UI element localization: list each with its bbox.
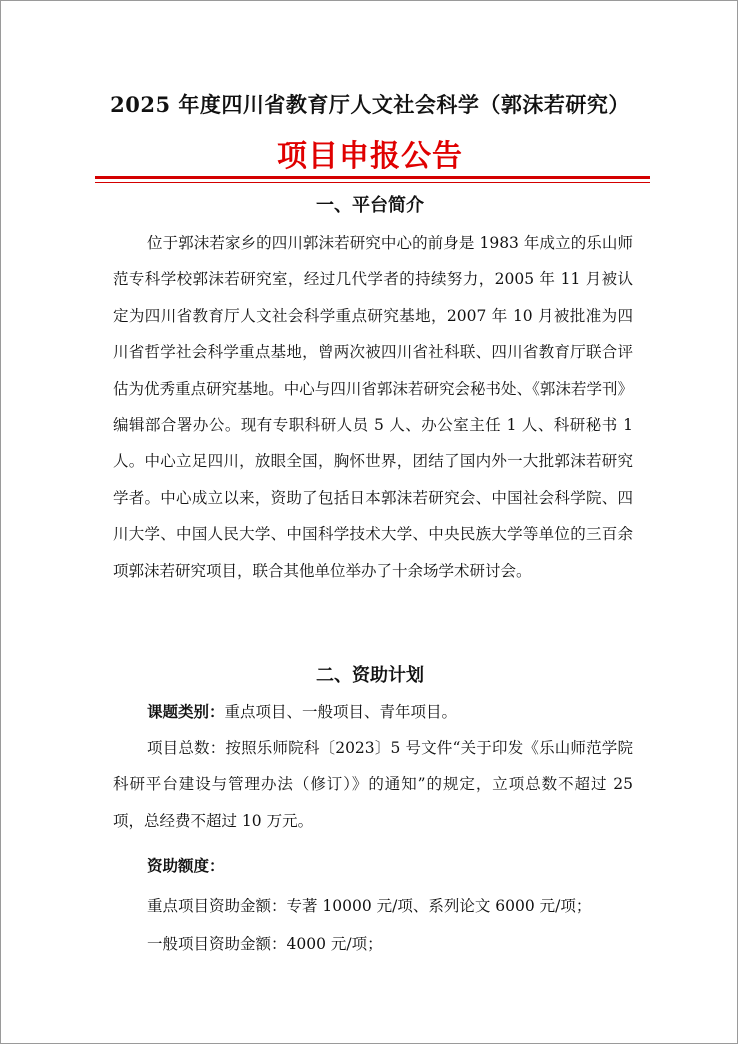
category-text: 重点项目、一般项目、青年项目。 <box>224 703 458 721</box>
general-project-amount: 一般项目资助金额：4000 元/项； <box>147 935 383 953</box>
platform-intro-paragraph: 位于郭沫若家乡的四川郭沫若研究中心的前身是 1983 年成立的乐山师范专科学校郭沫若研究室，经过几代学者的持续努力，2005 年 11 月被认定为四川省教育厅人文社会科学重点研究基地，2007 年 10 月被批准为四川省哲学社会科学重点基地，曾两次被四川省社科联、四川省教育厅联合评估为优秀重点研究基地。中心与四川省郭沫若研究会秘书处、《郭沫若学刊》编辑部合署办公。现有专职科研人员 5 人、办公室主任 1 人、科研秘书 1 人。中心立足四川，放眼全国，胸怀世界，团结了国内外一大批郭沫若研究学者。中心成立以来，资助了包括日本郭沫若研究会、中国社会科学院、四川大学、中国人民大学、中国科学技术大学、中央民族大学等单位的三百余项郭沫若研究项目，联合其他单位举办了十余场学术研讨会。 <box>113 234 633 580</box>
header-divider-thin <box>95 182 650 183</box>
category-line <box>147 700 457 722</box>
section-heading-funding: 二、资助计划 <box>316 665 424 686</box>
header-divider-thick <box>95 176 650 179</box>
section-heading-platform: 一、平台简介 <box>316 195 424 216</box>
key-project-amount: 重点项目资助金额：专著 10000 元/项、系列论文 6000 元/项； <box>147 897 592 915</box>
amount-label: 资助额度： <box>147 857 225 875</box>
category-label: 课题类别： <box>147 703 225 721</box>
document-title: 2025 年度四川省教育厅人文社会科学（郭沫若研究） <box>110 92 630 117</box>
document-subtitle: 项目申报公告 <box>277 139 463 174</box>
project-total-paragraph: 项目总数：按照乐师院科〔2023〕5 号文件“关于印发《乐山师范学院科研平台建设与管理办法（修订）》的通知”的规定，立项总数不超过 25 项，总经费不超过 10 万元。 <box>113 739 633 830</box>
amount-label-line <box>147 854 225 876</box>
